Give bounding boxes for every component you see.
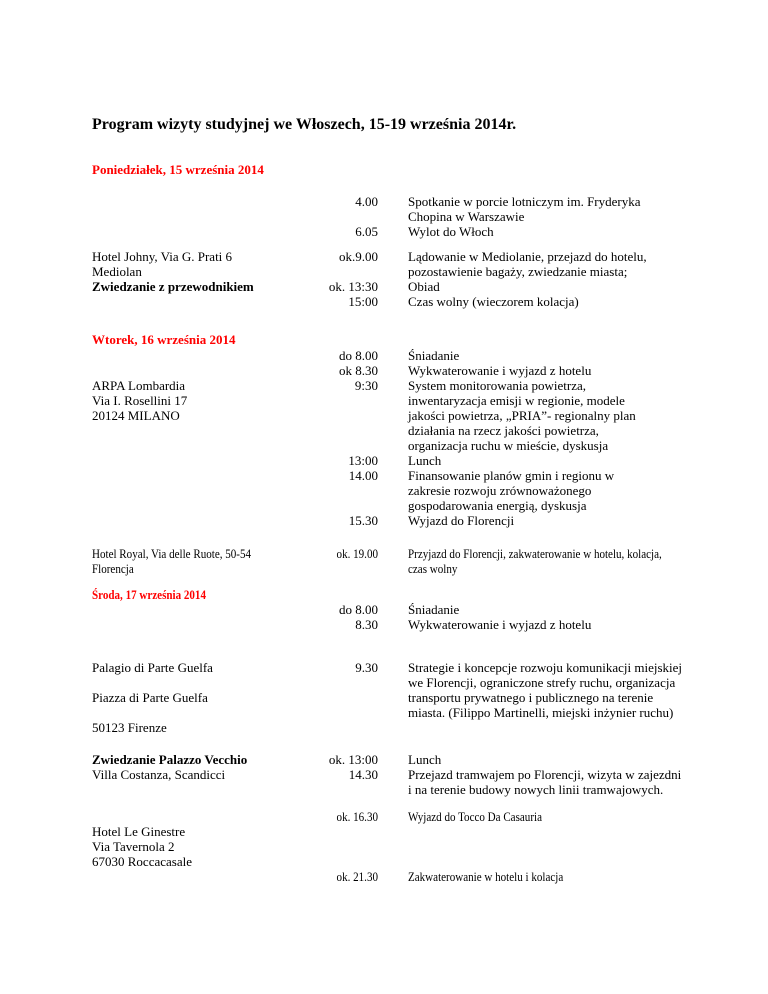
description-cell: Wykwaterowanie i wyjazd z hotelu xyxy=(408,363,592,378)
location-cell: Piazza di Parte Guelfa xyxy=(92,690,208,705)
schedule-line xyxy=(92,546,738,561)
time-cell: 14.00 xyxy=(348,468,378,483)
schedule-line xyxy=(92,720,738,735)
schedule-line xyxy=(92,602,738,617)
schedule-line xyxy=(92,332,738,347)
location-cell: Hotel Royal, Via delle Ruote, 50-54 xyxy=(92,546,252,561)
description-cell: Lunch xyxy=(408,453,442,468)
description-cell: Lunch xyxy=(408,752,442,767)
description-cell: Przyjazd do Florencji, zakwaterowanie w hotelu, kolacja, xyxy=(408,546,662,561)
location-cell: ARPA Lombardia xyxy=(92,378,186,393)
day-heading: Poniedziałek, 15 września 2014 xyxy=(92,162,264,177)
page-title: Program wizyty studyjnej we Włoszech, 15-19 września 2014r. xyxy=(92,116,517,133)
time-cell: 15.30 xyxy=(348,513,378,528)
description-cell: pozostawienie bagaży, zwiedzanie miasta; xyxy=(408,264,628,279)
description-cell: jakości powietrza, „PRIA”- regionalny plan xyxy=(408,408,636,423)
description-cell: Strategie i koncepcje rozwoju komunikacji miejskiej xyxy=(408,660,683,675)
schedule-line xyxy=(92,752,738,767)
time-cell: 6.05 xyxy=(355,224,378,239)
description-cell: działania na rzecz jakości powietrza, xyxy=(408,423,599,438)
schedule-line xyxy=(92,869,738,884)
schedule-line xyxy=(92,854,738,869)
location-cell: Hotel Le Ginestre xyxy=(92,824,186,839)
time-cell: ok 8.30 xyxy=(339,363,378,378)
time-cell: ok. 16.30 xyxy=(336,809,378,824)
schedule-line xyxy=(92,393,738,408)
description-cell: we Florencji, ograniczone strefy ruchu, organizacja xyxy=(408,675,676,690)
schedule-line xyxy=(92,809,738,824)
description-cell: Zakwaterowanie w hotelu i kolacja xyxy=(408,869,564,884)
schedule-line xyxy=(92,453,738,468)
time-cell: 14.30 xyxy=(348,767,378,782)
schedule-line xyxy=(92,423,738,438)
schedule-line xyxy=(92,660,738,675)
schedule-line xyxy=(92,690,738,705)
time-cell: 8.30 xyxy=(355,617,378,632)
time-cell: ok. 13:30 xyxy=(328,279,378,294)
description-cell: Wyjazd do Florencji xyxy=(408,513,515,528)
schedule-line xyxy=(92,209,738,224)
description-cell: Śniadanie xyxy=(408,348,460,363)
schedule-line xyxy=(92,363,738,378)
location-cell: Zwiedzanie z przewodnikiem xyxy=(92,279,254,294)
location-cell: Villa Costanza, Scandicci xyxy=(92,767,226,782)
schedule-line xyxy=(92,513,738,528)
description-cell: Lądowanie w Mediolanie, przejazd do hotelu, xyxy=(408,249,647,264)
time-cell: ok. 13:00 xyxy=(328,752,378,767)
description-cell: Obiad xyxy=(408,279,440,294)
location-cell: 67030 Roccacasale xyxy=(92,854,192,869)
schedule-line xyxy=(92,675,738,690)
schedule-line xyxy=(92,194,738,209)
location-cell: Hotel Johny, Via G. Prati 6 xyxy=(92,249,233,264)
day-heading: Wtorek, 16 września 2014 xyxy=(92,332,236,347)
description-cell: gospodarowania energią, dyskusja xyxy=(408,498,587,513)
description-cell: Chopina w Warszawie xyxy=(408,209,525,224)
schedule-line xyxy=(92,824,738,839)
location-cell: Mediolan xyxy=(92,264,142,279)
location-cell: Via Tavernola 2 xyxy=(92,839,175,854)
schedule-line xyxy=(92,767,738,782)
location-cell: 50123 Firenze xyxy=(92,720,167,735)
description-cell: czas wolny xyxy=(408,561,458,576)
schedule-line xyxy=(92,294,738,309)
schedule-line xyxy=(92,617,738,632)
time-cell: 15:00 xyxy=(348,294,378,309)
schedule-line xyxy=(92,279,738,294)
day-heading: Środa, 17 września 2014 xyxy=(92,587,206,602)
schedule-line xyxy=(92,378,738,393)
location-cell: 20124 MILANO xyxy=(92,408,180,423)
description-cell: i na terenie budowy nowych linii tramwajowych. xyxy=(408,782,664,797)
location-cell: Zwiedzanie Palazzo Vecchio xyxy=(92,752,248,767)
location-cell: Palagio di Parte Guelfa xyxy=(92,660,213,675)
time-cell: 9.30 xyxy=(355,660,378,675)
schedule-line xyxy=(92,705,738,720)
description-cell: Śniadanie xyxy=(408,602,460,617)
description-cell: Wykwaterowanie i wyjazd z hotelu xyxy=(408,617,592,632)
location-cell: Via I. Rosellini 17 xyxy=(92,393,188,408)
time-cell: ok.9.00 xyxy=(339,249,378,264)
schedule-line xyxy=(92,468,738,483)
schedule-line xyxy=(92,483,738,498)
description-cell: Finansowanie planów gmin i regionu w xyxy=(408,468,615,483)
description-cell: Wyjazd do Tocco Da Casauria xyxy=(408,809,542,824)
schedule-line xyxy=(92,249,738,264)
time-cell: do 8.00 xyxy=(339,602,378,617)
description-cell: zakresie rozwoju zrównoważonego xyxy=(408,483,592,498)
description-cell: inwentaryzacja emisji w regionie, modele xyxy=(408,393,625,408)
description-cell: Wylot do Włoch xyxy=(408,224,494,239)
time-cell: 13:00 xyxy=(348,453,378,468)
schedule-line xyxy=(92,408,738,423)
description-cell: organizacja ruchu w mieście, dyskusja xyxy=(408,438,609,453)
description-cell: Czas wolny (wieczorem kolacja) xyxy=(408,294,579,309)
location-cell: Florencja xyxy=(92,561,134,576)
schedule-line xyxy=(92,162,738,177)
time-cell: ok. 19.00 xyxy=(336,546,378,561)
schedule-line xyxy=(92,438,738,453)
schedule-line xyxy=(92,498,738,513)
time-cell: ok. 21.30 xyxy=(336,869,378,884)
description-cell: Przejazd tramwajem po Florencji, wizyta w zajezdni xyxy=(408,767,682,782)
schedule-line xyxy=(92,264,738,279)
description-cell: transportu prywatnego i publicznego na terenie xyxy=(408,690,654,705)
schedule-line xyxy=(92,839,738,854)
schedule xyxy=(92,162,738,884)
schedule-line xyxy=(92,561,738,576)
time-cell: 4.00 xyxy=(355,194,378,209)
description-cell: Spotkanie w porcie lotniczym im. Fryderyka xyxy=(408,194,641,209)
schedule-line xyxy=(92,224,738,239)
schedule-line xyxy=(92,782,738,797)
time-cell: 9:30 xyxy=(354,378,378,393)
description-cell: System monitorowania powietrza, xyxy=(408,378,586,393)
schedule-line xyxy=(92,348,738,363)
description-cell: miasta. (Filippo Martinelli, miejski inżynier ruchu) xyxy=(408,705,674,720)
schedule-line xyxy=(92,587,738,602)
time-cell: do 8.00 xyxy=(339,348,378,363)
